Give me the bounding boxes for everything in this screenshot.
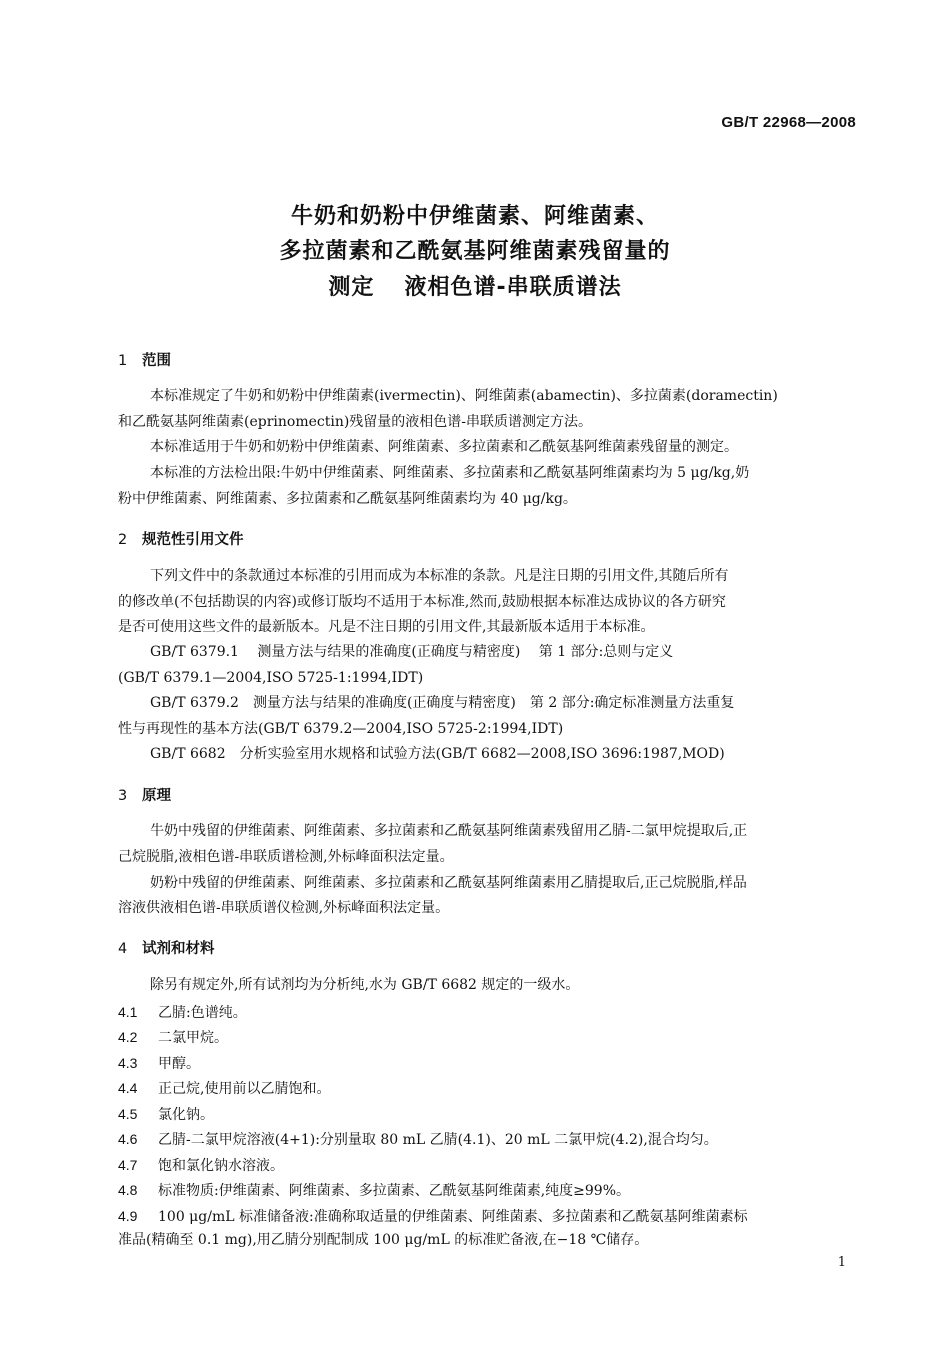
s3-paragraph: 牛奶中残留的伊维菌素、阿维菌素、多拉菌素和乙酰氨基阿维菌素残留用乙腈-二氯甲烷提取后,正 [150,823,748,839]
title-line-2: 多拉菌素和乙酰氨基阿维菌素残留量的 [279,239,671,264]
s1-paragraph: 和乙酰氨基阿维菌素(eprinomectin)残留量的液相色谱-串联质谱测定方法。 [118,414,593,430]
list-item: 4.2 二氯甲烷。 [118,1029,228,1046]
section-3-heading: 3 原理 [118,788,171,804]
reference-item: GB/T 6682 分析实验室用水规格和试验方法(GB/T 6682—2008,ISO 3696:1987,MOD) [150,746,725,762]
s3-paragraph: 溶液供液相色谱-串联质谱仪检测,外标峰面积法定量。 [118,900,450,916]
section-2-heading: 2 规范性引用文件 [118,532,244,548]
list-item: 4.3 甲醇。 [118,1055,200,1072]
list-item: 4.4 正己烷,使用前以乙腈饱和。 [118,1080,331,1097]
reference-item: GB/T 6379.1 测量方法与结果的准确度(正确度与精密度) 第 1 部分:总则与定义 [150,644,674,660]
list-item: 4.8 标准物质:伊维菌素、阿维菌素、多拉菌素、乙酰氨基阿维菌素,纯度≥99%。 [118,1182,631,1199]
list-item-continuation: 准品(精确至 0.1 mg),用乙腈分别配制成 100 μg/mL 的标准贮备液,在−18 ℃储存。 [118,1232,649,1248]
s2-paragraph: 的修改单(不包括勘误的内容)或修订版均不适用于本标准,然而,鼓励根据本标准达成协议的各方研究 [118,594,726,610]
s1-paragraph: 本标准规定了牛奶和奶粉中伊维菌素(ivermectin)、阿维菌素(abamectin)、多拉菌素(doramectin) [150,388,778,404]
s1-paragraph: 粉中伊维菌素、阿维菌素、多拉菌素和乙酰氨基阿维菌素均为 40 μg/kg。 [118,491,577,507]
list-item: 4.1 乙腈:色谱纯。 [118,1004,247,1021]
s1-paragraph: 本标准适用于牛奶和奶粉中伊维菌素、阿维菌素、多拉菌素和乙酰氨基阿维菌素残留量的测定。 [150,439,738,455]
title-line-3b: 液相色谱-串联质谱法 [404,275,622,300]
page-number: 1 [837,1255,846,1270]
title-line-1: 牛奶和奶粉中伊维菌素、阿维菌素、 [290,204,659,229]
reference-item: GB/T 6379.2 测量方法与结果的准确度(正确度与精密度) 第 2 部分:确定标准测量方法重复 [150,695,735,711]
section-1-heading: 1 范围 [118,353,171,369]
list-item: 4.9 100 μg/mL 标准储备液:准确称取适量的伊维菌素、阿维菌素、多拉菌素和乙酰氨基阿维菌素标 [118,1208,748,1225]
list-item: 4.7 饱和氯化钠水溶液。 [118,1157,284,1174]
standard-code: GB/T 22968—2008 [721,114,856,131]
list-item: 4.6 乙腈-二氯甲烷溶液(4+1):分别量取 80 mL 乙腈(4.1)、20 mL 二氯甲烷(4.2),混合均匀。 [118,1131,718,1148]
reference-item: 性与再现性的基本方法(GB/T 6379.2—2004,ISO 5725-2:1994,IDT) [118,721,564,737]
s2-paragraph: 是否可使用这些文件的最新版本。凡是不注日期的引用文件,其最新版本适用于本标准。 [118,619,655,635]
list-item: 4.5 氯化钠。 [118,1106,214,1123]
s4-intro: 除另有规定外,所有试剂均为分析纯,水为 GB/T 6682 规定的一级水。 [150,977,580,993]
section-4-heading: 4 试剂和材料 [118,941,215,957]
reference-item: (GB/T 6379.1—2004,ISO 5725-1:1994,IDT) [118,670,424,686]
s1-paragraph: 本标准的方法检出限:牛奶中伊维菌素、阿维菌素、多拉菌素和乙酰氨基阿维菌素均为 5 μg/kg,奶 [150,465,750,481]
title-line-3a: 测定 [328,275,375,300]
s3-paragraph: 己烷脱脂,液相色谱-串联质谱检测,外标峰面积法定量。 [118,849,454,865]
title-line-3 [0,270,950,301]
s3-paragraph: 奶粉中残留的伊维菌素、阿维菌素、多拉菌素和乙酰氨基阿维菌素用乙腈提取后,正己烷脱脂,样品 [150,875,747,891]
s2-paragraph: 下列文件中的条款通过本标准的引用而成为本标准的条款。凡是注日期的引用文件,其随后所有 [150,568,729,584]
